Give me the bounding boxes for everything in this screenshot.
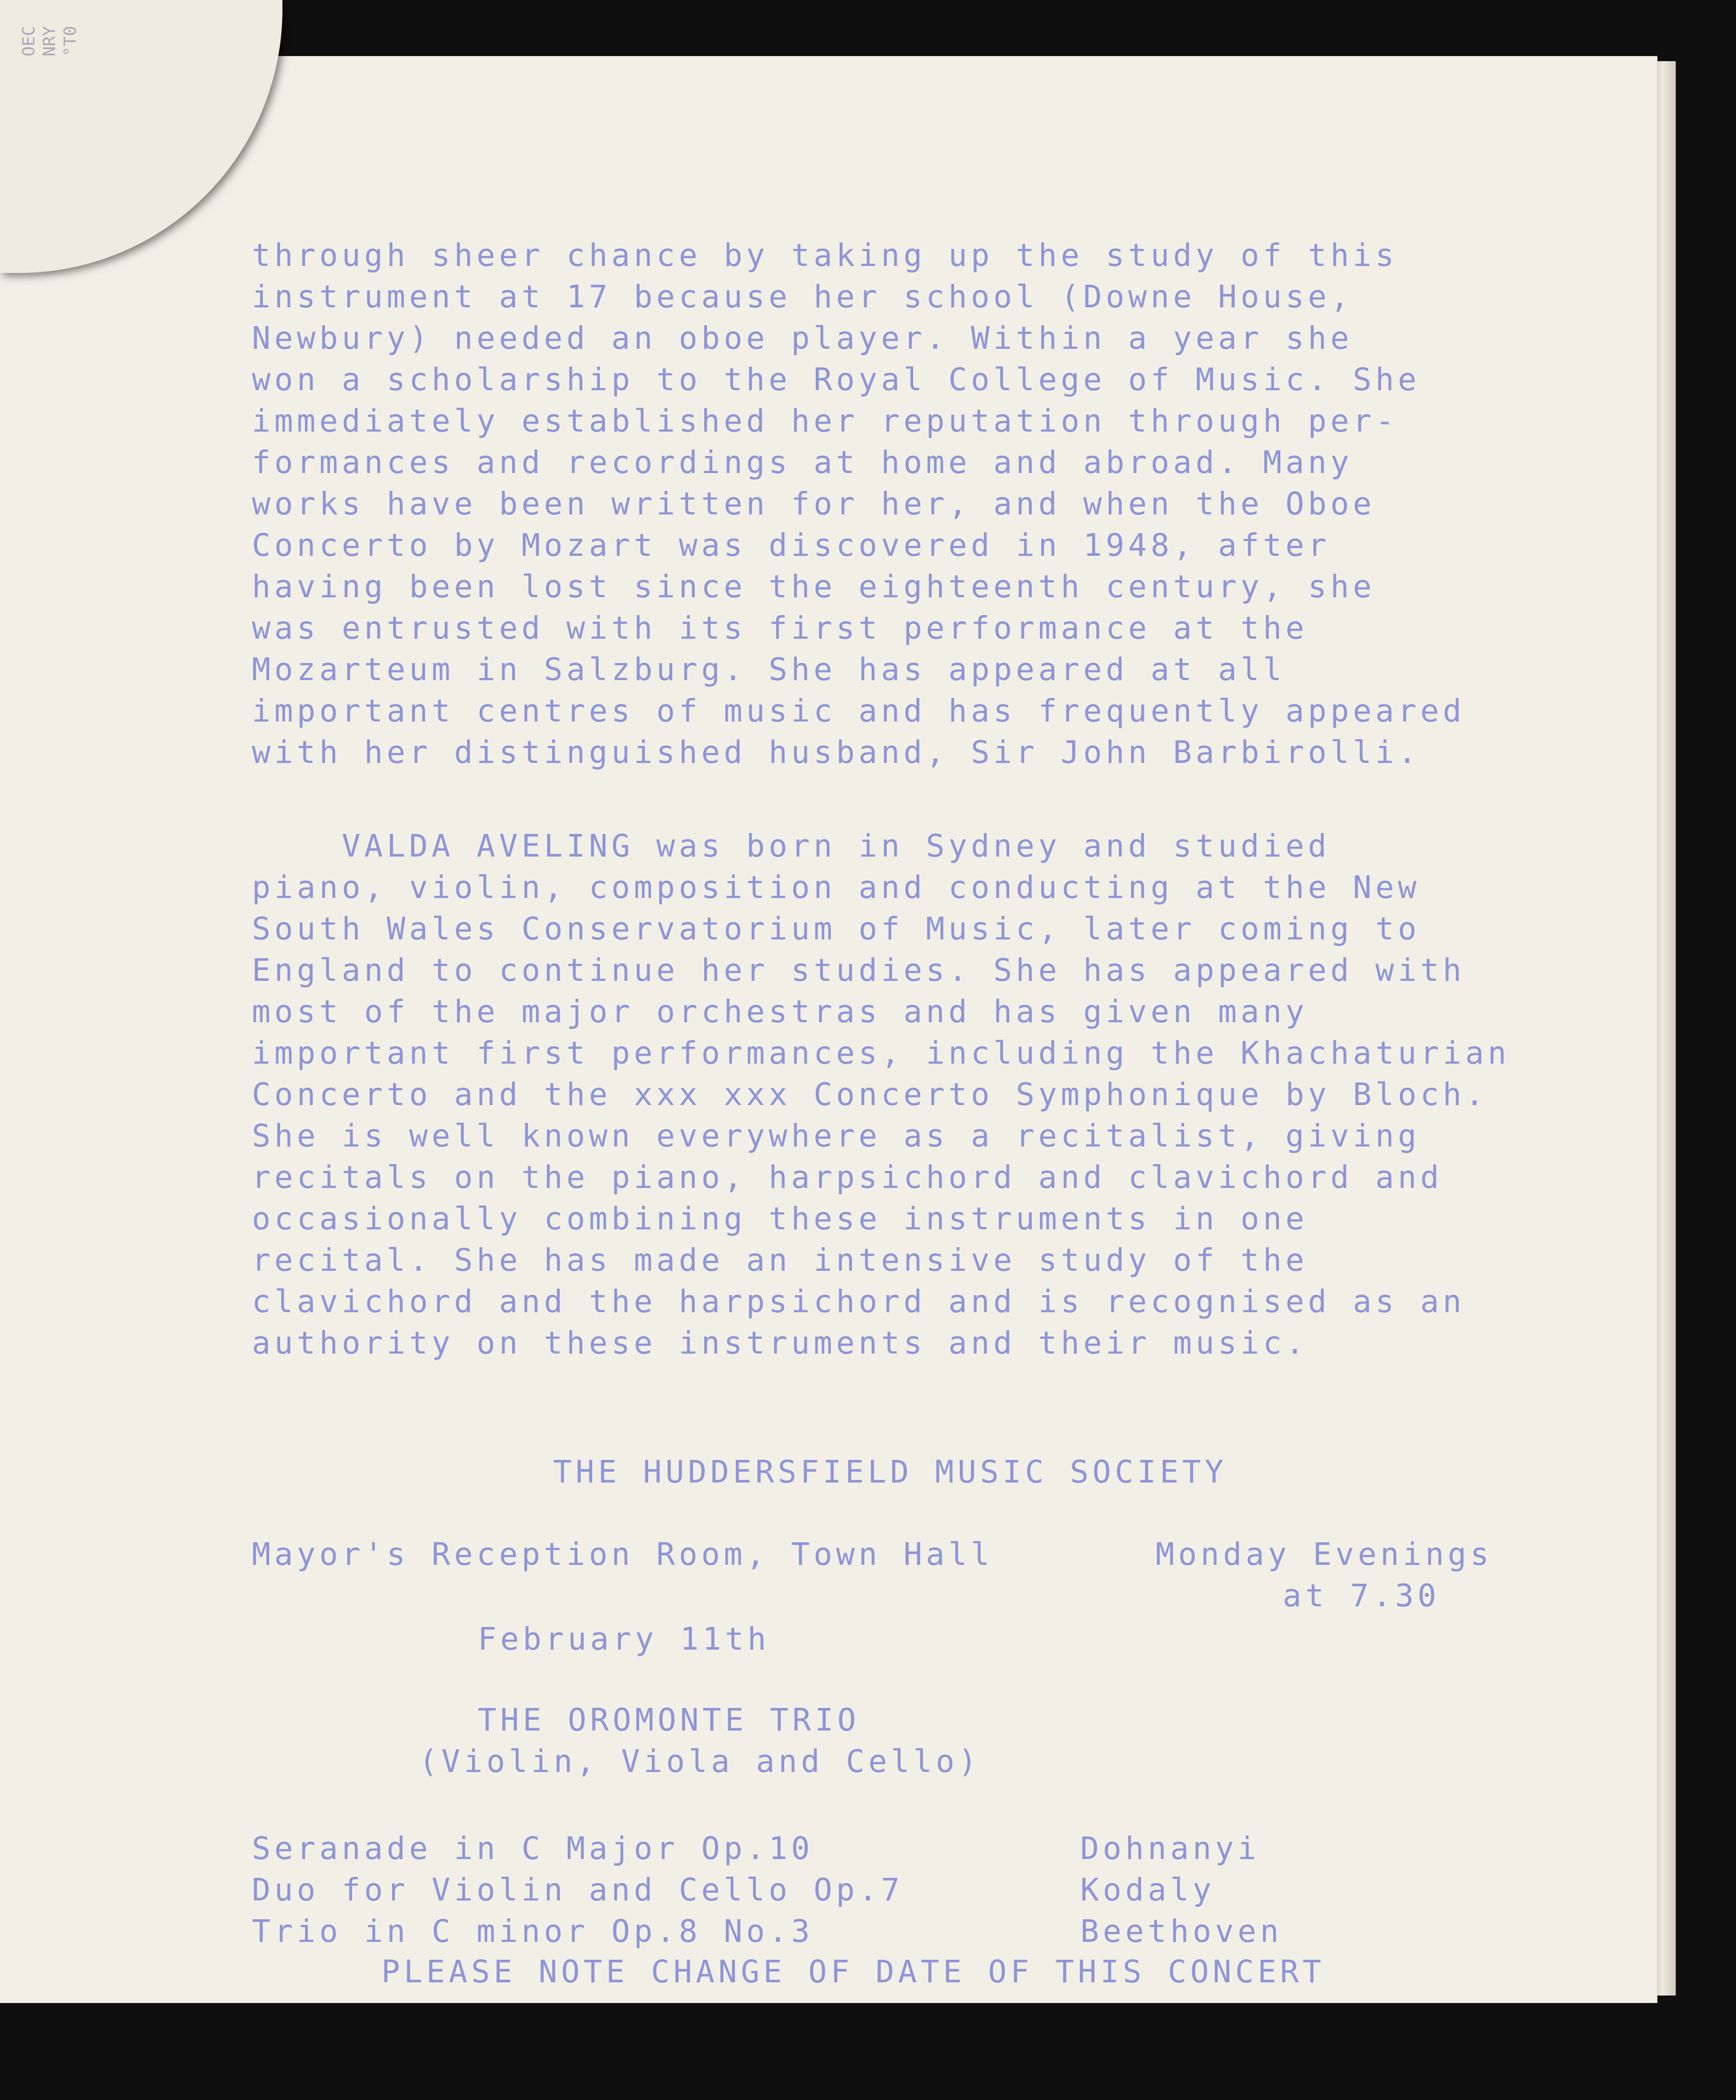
bio-line: instrument at 17 because her school (Downe House,	[252, 279, 1353, 315]
corner-mark: OEC NRY °T0	[19, 25, 80, 56]
bio-line: clavichord and the harpsichord and is recognised as an	[252, 1283, 1465, 1320]
bio-line: most of the major orchestras and has given many	[252, 994, 1308, 1030]
programme-work: Duo for Violin and Cello Op.7	[252, 1872, 904, 1908]
bio-line: She is well known everywhere as a recitalist, giving	[252, 1118, 1421, 1154]
bio-line: authority on these instruments and their music.	[252, 1325, 1308, 1361]
programme-composer: Beethoven	[1080, 1913, 1283, 1949]
programme-work: Seranade in C Major Op.10	[252, 1830, 814, 1867]
bio-line: with her distinguished husband, Sir John Barbirolli.	[252, 734, 1421, 770]
time-line-1: Monday Evenings	[1156, 1536, 1493, 1572]
bio-line: having been lost since the eighteenth century, she	[252, 569, 1375, 605]
bio-line: Concerto by Mozart was discovered in 1948, after	[252, 527, 1331, 563]
notice-text: PLEASE NOTE CHANGE OF DATE OF THIS CONCERT	[381, 1954, 1325, 1990]
time-block	[1156, 1534, 1493, 1679]
bio-line: piano, violin, composition and conducting at the New	[252, 869, 1421, 906]
programme-composer: Kodaly	[1080, 1872, 1215, 1908]
bio-line: Newbury) needed an oboe player. Within a year she	[252, 320, 1353, 356]
venue: Mayor's Reception Room, Town Hall	[252, 1536, 994, 1572]
bio-line: important centres of music and has frequently appeared	[252, 693, 1465, 729]
bio-line: Concerto and the xxx xxx Concerto Symphonique by Bloch.	[252, 1076, 1488, 1113]
bio-line: immediately established her reputation through per-	[252, 403, 1398, 439]
ensemble-name: THE OROMONTE TRIO	[478, 1702, 860, 1738]
programme-work: Trio in C minor Op.8 No.3	[252, 1913, 814, 1949]
bio-line: South Wales Conservatorium of Music, later coming to	[252, 911, 1421, 947]
bio-line: through sheer chance by taking up the study of this	[252, 237, 1398, 273]
date-text: February 11th	[478, 1621, 770, 1657]
bio-line: was entrusted with its first performance at the	[252, 610, 1308, 646]
bio-line: recital. She has made an intensive study of the	[252, 1242, 1308, 1278]
bio-line: important first performances, including the Khachaturian	[252, 1035, 1511, 1071]
bio-line: works have been written for her, and when the Oboe	[252, 486, 1375, 522]
date-change-notice	[381, 1952, 1325, 2060]
bio-line: recitals on the piano, harpsichord and clavichord and	[252, 1159, 1443, 1195]
bio-line: formances and recordings at home and abroad. Many	[252, 444, 1353, 481]
bio-line: Mozarteum in Salzburg. She has appeared at all	[252, 651, 1286, 688]
programme-composer: Dohnanyi	[1080, 1830, 1260, 1867]
bio-oboe	[252, 235, 1465, 779]
bio-line: won a scholarship to the Royal College of Music. She	[252, 361, 1421, 398]
society-heading-text: THE HUDDERSFIELD MUSIC SOCIETY	[553, 1454, 1228, 1490]
time-line-2: at 7.30	[1283, 1578, 1440, 1614]
ensemble-instruments: (Violin, Viola and Cello)	[419, 1743, 981, 1779]
bio-line: VALDA AVELING was born in Sydney and studied	[252, 828, 1331, 864]
bio-line: England to continue her studies. She has appeared with	[252, 952, 1465, 988]
bio-aveling	[252, 826, 1511, 1370]
bio-line: occasionally combining these instruments in one	[252, 1201, 1308, 1237]
